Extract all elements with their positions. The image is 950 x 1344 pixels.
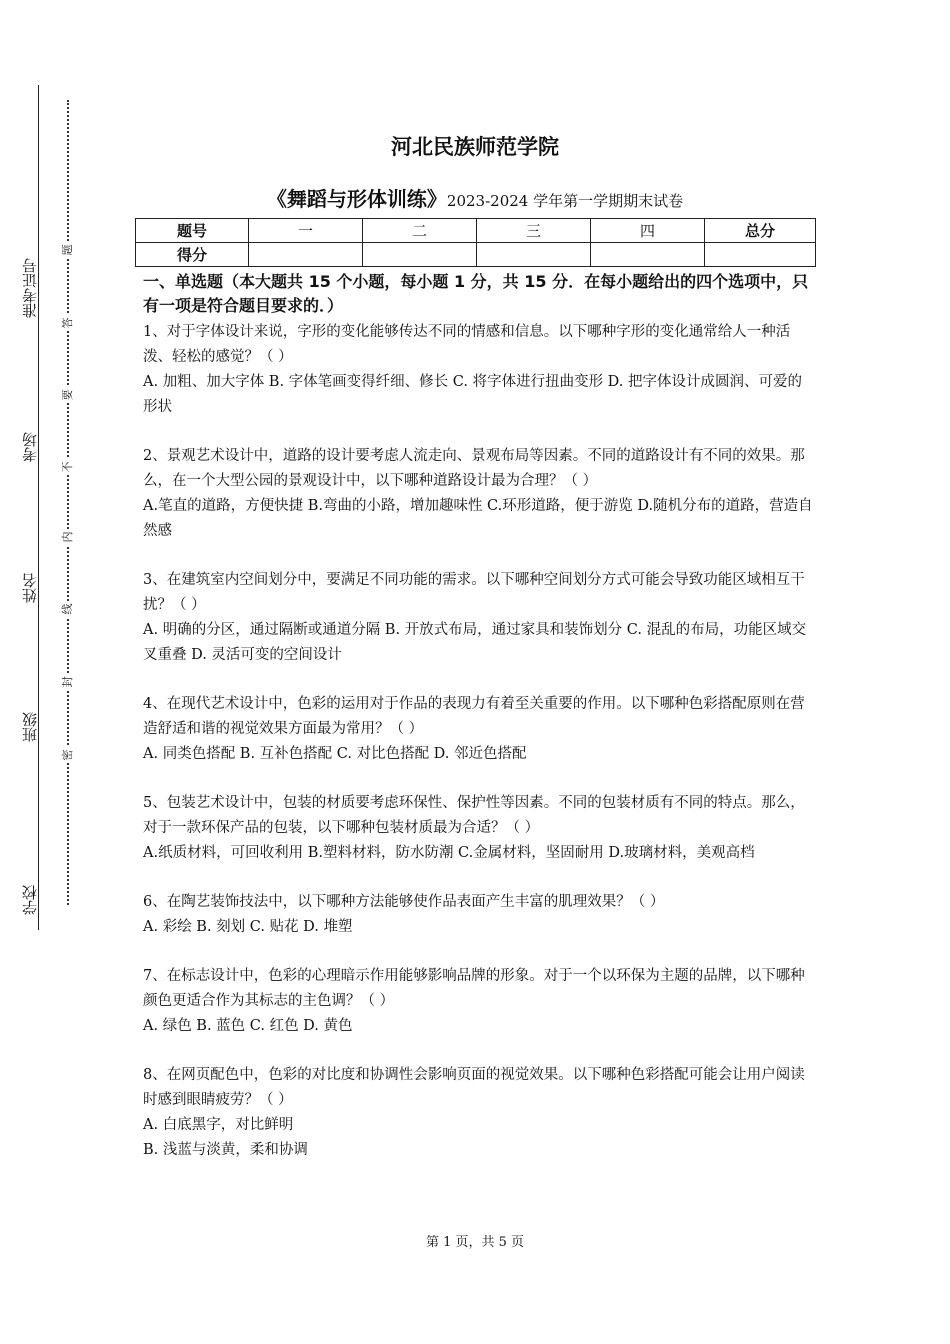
score-cell[interactable] bbox=[249, 243, 363, 267]
question-option: B. 浅蓝与淡黄，柔和协调 bbox=[143, 1142, 308, 1158]
question-stem: 7、在标志设计中，色彩的心理暗示作用能够影响品牌的形象。对于一个以环保为主题的品牌，以下哪种颜色更适合作为其标志的主色调？（ ） bbox=[143, 968, 805, 1009]
score-header-cell: 一 bbox=[249, 219, 363, 243]
page-number: 第 1 页，共 5 页 bbox=[425, 1235, 525, 1250]
question-item bbox=[143, 444, 813, 544]
question-stem: 3、在建筑室内空间划分中，要满足不同功能的需求。以下哪种空间划分方式可能会导致功能区域相互干扰？（ ） bbox=[143, 572, 805, 613]
question-stem: 5、包装艺术设计中，包装的材质要考虑环保性、保护性等因素。不同的包装材质有不同的特点。那么，对于一款环保产品的包装，以下哪种包装材质最为合适？（ ） bbox=[143, 795, 805, 836]
score-cell[interactable] bbox=[363, 243, 477, 267]
score-table-header-row bbox=[136, 219, 816, 243]
score-cell[interactable] bbox=[705, 243, 816, 267]
question-options: A.笔直的道路，方便快捷 B.弯曲的小路，增加趣味性 C.环形道路，便于游览 D.随机分布的道路，营造自然感 bbox=[143, 498, 813, 539]
question-stem: 8、在网页配色中，色彩的对比度和协调性会影响页面的视觉效果。以下哪种色彩搭配可能会让用户阅读时感到眼睛疲劳？（ ） bbox=[143, 1067, 805, 1108]
section-heading: 一、单选题（本大题共 15 个小题，每小题 1 分，共 15 分．在每小题给出的四个选项中，只有一项是符合题目要求的．） bbox=[143, 272, 809, 315]
question-item bbox=[143, 1063, 813, 1163]
question-stem: 6、在陶艺装饰技法中，以下哪种方法能够使作品表面产生丰富的肌理效果？（ ） bbox=[143, 894, 665, 910]
question-section bbox=[143, 270, 813, 1187]
question-options: A. 绿色 B. 蓝色 C. 红色 D. 黄色 bbox=[143, 1018, 353, 1034]
exam-subtitle bbox=[0, 183, 950, 212]
question-options: A. 彩绘 B. 刻划 C. 贴花 D. 堆塑 bbox=[143, 919, 353, 935]
seal-char: 答 bbox=[61, 315, 75, 331]
question-item bbox=[143, 320, 813, 420]
seal-char: 要 bbox=[61, 387, 75, 403]
score-header-cell: 二 bbox=[363, 219, 477, 243]
question-stem: 4、在现代艺术设计中，色彩的运用对于作品的表现力有着至关重要的作用。以下哪种色彩搭配原则在营造舒适和谐的视觉效果方面最为常用？（ ） bbox=[143, 696, 805, 737]
question-options: A. 明确的分区，通过隔断或通道分隔 B. 开放式布局，通过家具和装饰划分 C. 混乱的布局，功能区域交叉重叠 D. 灵活可变的空间设计 bbox=[143, 622, 807, 663]
exam-id-label: 准考证号 bbox=[21, 258, 39, 318]
score-cell[interactable] bbox=[591, 243, 705, 267]
score-header-cell: 题号 bbox=[136, 219, 249, 243]
exam-room-label: 考场 bbox=[21, 432, 39, 462]
seal-char: 密 bbox=[61, 747, 75, 763]
score-header-cell: 四 bbox=[591, 219, 705, 243]
seal-char: 封 bbox=[61, 674, 75, 690]
question-options: A.纸质材料，可回收利用 B.塑料材料，防水防潮 C.金属材料，坚固耐用 D.玻璃材料，美观高档 bbox=[143, 845, 755, 861]
question-item bbox=[143, 692, 813, 767]
seal-char: 不 bbox=[61, 459, 75, 475]
question-stem: 1、对于字体设计来说，字形的变化能够传达不同的情感和信息。以下哪种字形的变化通常给人一种活泼、轻松的感觉？（ ） bbox=[143, 324, 791, 365]
seal-char: 题 bbox=[61, 242, 75, 258]
question-options: A. 加粗、加大字体 B. 字体笔画变得纤细、修长 C. 将字体进行扭曲变形 D. 把字体设计成圆润、可爱的形状 bbox=[143, 374, 803, 415]
seal-char: 内 bbox=[61, 529, 75, 545]
score-header-cell: 总分 bbox=[705, 219, 816, 243]
school-label: 学校 bbox=[21, 885, 39, 915]
question-item bbox=[143, 791, 813, 866]
school-title: 河北民族师范学院 bbox=[391, 135, 559, 159]
class-label: 班级 bbox=[21, 712, 39, 742]
score-table-score-row bbox=[136, 243, 816, 267]
score-row-label: 得分 bbox=[136, 243, 249, 267]
question-item bbox=[143, 890, 813, 940]
name-label: 姓名 bbox=[21, 573, 39, 603]
course-name: 《舞蹈与形体训练》 bbox=[266, 187, 447, 211]
question-item bbox=[143, 964, 813, 1039]
question-stem: 2、景观艺术设计中，道路的设计要考虑人流走向、景观布局等因素。不同的道路设计有不同的效果。那么，在一个大型公园的景观设计中，以下哪种道路设计最为合理？（ ） bbox=[143, 448, 805, 489]
score-cell[interactable] bbox=[477, 243, 591, 267]
score-table bbox=[135, 218, 816, 267]
question-option: A. 白底黑字，对比鲜明 bbox=[143, 1117, 294, 1133]
seal-char: 线 bbox=[61, 601, 75, 617]
question-options: A. 同类色搭配 B. 互补色搭配 C. 对比色搭配 D. 邻近色搭配 bbox=[143, 746, 527, 762]
seal-dotted-line bbox=[67, 100, 69, 905]
question-item bbox=[143, 568, 813, 668]
score-header-cell: 三 bbox=[477, 219, 591, 243]
exam-term: 2023-2024 学年第一学期期末试卷 bbox=[446, 192, 684, 210]
